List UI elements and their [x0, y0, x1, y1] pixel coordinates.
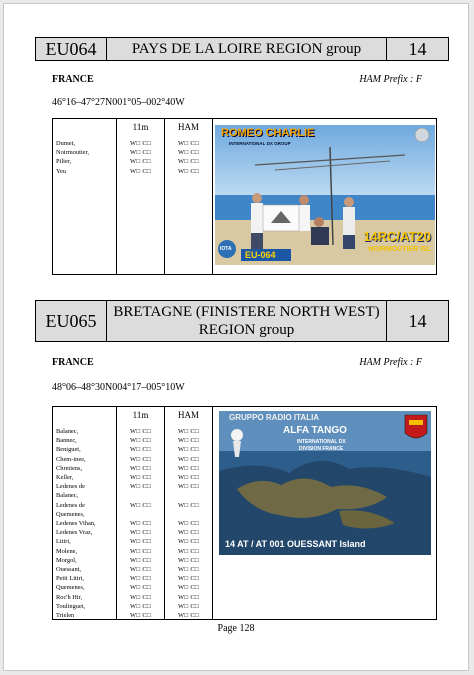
island-name: Balanec, [56, 428, 79, 435]
group-number: 14 [408, 310, 427, 331]
checkbox-marks[interactable]: W□ C□ [177, 612, 200, 620]
checkbox-marks[interactable]: W□ C□ [129, 149, 152, 157]
checkbox-marks[interactable]: W□ C□ [177, 538, 200, 546]
island-name: Keller, [56, 474, 74, 482]
checkbox-marks[interactable]: W□ C□ [177, 584, 200, 592]
qsl-subtitle-2: INTERNATIONAL DX [297, 439, 346, 445]
column-ham [165, 407, 213, 619]
island-list [56, 427, 115, 620]
checkbox-marks[interactable]: W□ C□ [177, 437, 200, 445]
checkbox-marks[interactable]: W□ C□ [177, 575, 200, 583]
island-table-eu064 [52, 118, 437, 275]
island-name: Beniguet, [56, 446, 81, 454]
checkbox-marks[interactable]: W□ C□ [129, 538, 152, 546]
coordinates: 46°16–47°27N001°05–002°40W [52, 97, 185, 108]
checkbox-marks[interactable]: W□ C□ [129, 483, 152, 491]
checkbox-marks[interactable]: W□ C□ [177, 483, 200, 491]
checkbox-marks[interactable]: W□ C□ [129, 446, 152, 454]
island-name: Noirmoutier, [56, 149, 89, 157]
checkbox-marks[interactable]: W□ C□ [129, 612, 152, 620]
qsl-callsign: 14 AT / AT 001 OUESSANT Island [225, 539, 366, 549]
iota-reference: EU065 [36, 301, 107, 341]
checkbox-marks[interactable]: W□ C□ [177, 428, 200, 435]
island-name-column [53, 119, 117, 274]
qsl-card-image [215, 125, 435, 265]
qsl-callsign: 14RC/AT20 [363, 229, 431, 244]
island-name: Trielen [56, 612, 75, 620]
checkbox-marks [117, 510, 164, 519]
checkbox-marks[interactable]: W□ C□ [129, 455, 152, 463]
page-number: Page 128 [217, 623, 255, 634]
column-11m [117, 407, 165, 619]
checkbox-marks[interactable]: W□ C□ [129, 501, 152, 509]
qsl-card-image [219, 411, 431, 555]
iota-reference: EU064 [36, 38, 107, 60]
coordinates: 48°06–48°30N004°17–005°10W [52, 382, 185, 393]
checkbox-marks[interactable]: W□ C□ [177, 474, 200, 482]
document-page [3, 3, 469, 671]
checkbox-marks[interactable]: W□ C□ [129, 158, 152, 166]
island-name: Petit Litiri, [56, 575, 85, 583]
checkbox-marks[interactable]: W□ C□ [129, 464, 152, 472]
island-name: Litiri, [56, 538, 71, 546]
island-name: Quemenes, [56, 510, 85, 518]
checkbox-marks[interactable]: W□ C□ [129, 428, 152, 435]
qsl-location: NOIRMOUTIER ISL [368, 246, 431, 253]
qsl-title: ROMEO CHARLIE [221, 127, 315, 139]
checkbox-marks[interactable]: W□ C□ [129, 575, 152, 583]
checkbox-marks[interactable]: W□ C□ [177, 501, 200, 509]
island-name: Quemenes, [56, 584, 85, 592]
island-name: Roc'h Hir, [56, 593, 83, 601]
checkbox-marks[interactable]: W□ C□ [177, 547, 200, 555]
island-name: Ledenes de [56, 501, 85, 509]
checkbox-marks[interactable]: W□ C□ [177, 593, 200, 601]
island-name: Pilier, [56, 158, 72, 166]
checkbox-marks[interactable]: W□ C□ [129, 474, 152, 482]
checkbox-marks[interactable]: W□ C□ [177, 140, 200, 147]
island-name: Toulinguet, [56, 602, 86, 610]
checkbox-marks[interactable]: W□ C□ [129, 437, 152, 445]
island-name: Morgol, [56, 556, 77, 564]
island-name: Ledenes Vihan, [56, 520, 96, 528]
section-header-eu065 [35, 300, 449, 342]
checkbox-marks[interactable]: W□ C□ [177, 455, 200, 463]
checkbox-marks[interactable]: W□ C□ [177, 520, 200, 527]
country-label: FRANCE [52, 357, 94, 368]
column-11m [117, 119, 165, 274]
checkbox-marks [165, 510, 212, 519]
checkbox-marks[interactable]: W□ C□ [129, 602, 152, 610]
island-table-eu065 [52, 406, 437, 620]
island-name: Balanec, [56, 492, 79, 500]
checkbox-marks[interactable]: W□ C□ [177, 566, 200, 574]
column-header-11m: 11m [132, 122, 149, 132]
checkbox-marks[interactable]: W□ C□ [177, 602, 200, 610]
checkbox-marks [165, 491, 212, 500]
column-header-11m: 11m [132, 410, 149, 420]
group-name: BRETAGNE (FINISTERE NORTH WEST) REGION group [107, 301, 387, 341]
island-name: Dumet, [56, 140, 75, 147]
island-name: Ouessant, [56, 566, 82, 574]
qsl-subtitle-3: DIVISION FRANCE [299, 446, 344, 452]
iota-logo-icon: IOTA [220, 246, 232, 252]
checkbox-marks[interactable]: W□ C□ [129, 140, 152, 147]
checkbox-marks[interactable]: W□ C□ [129, 529, 152, 537]
island-name: Chretiens, [56, 464, 83, 472]
qsl-reference: EU-064 [245, 250, 276, 260]
group-number: 14 [408, 38, 427, 59]
checkbox-marks[interactable]: W□ C□ [177, 167, 200, 175]
column-header-ham: HAM [177, 410, 199, 420]
island-name-column [53, 407, 117, 619]
checkbox-marks[interactable]: W□ C□ [177, 464, 200, 472]
qsl-beach-photo [215, 125, 435, 265]
checkbox-marks[interactable]: W□ C□ [129, 584, 152, 592]
checkbox-marks [117, 491, 164, 500]
island-name: Yeu [56, 167, 67, 175]
checkbox-marks[interactable]: W□ C□ [177, 446, 200, 454]
island-list [56, 139, 115, 176]
checkbox-marks[interactable]: W□ C□ [129, 547, 152, 555]
qsl-subtitle: ALFA TANGO [283, 425, 347, 436]
checkbox-marks[interactable]: W□ C□ [129, 593, 152, 601]
island-name: Ledenes Vraz, [56, 529, 93, 537]
island-name: Molene, [56, 547, 78, 555]
ham-prefix: HAM Prefix : F [359, 74, 422, 85]
column-header-ham: HAM [177, 122, 199, 132]
checkbox-marks[interactable]: W□ C□ [129, 167, 152, 175]
checkbox-marks[interactable]: W□ C□ [177, 556, 200, 564]
qsl-title: GRUPPO RADIO ITALIA [229, 413, 320, 422]
qsl-subtitle: INTERNATIONAL DX GROUP [229, 141, 291, 146]
ham-prefix: HAM Prefix : F [359, 357, 422, 368]
island-name: Bannec, [56, 437, 77, 445]
checkbox-marks[interactable]: W□ C□ [129, 520, 152, 527]
island-name: Chem-inee, [56, 455, 86, 463]
checkbox-marks[interactable]: W□ C□ [177, 149, 200, 157]
checkbox-marks[interactable]: W□ C□ [129, 566, 152, 574]
section-header-eu064 [35, 37, 449, 61]
island-name: Ledenes de [56, 483, 85, 491]
country-label: FRANCE [52, 74, 94, 85]
column-ham [165, 119, 213, 274]
checkbox-marks[interactable]: W□ C□ [177, 529, 200, 537]
qsl-card-column [213, 407, 436, 619]
qsl-card-column [213, 119, 436, 274]
checkbox-marks[interactable]: W□ C□ [177, 158, 200, 166]
checkbox-marks[interactable]: W□ C□ [129, 556, 152, 564]
group-name: PAYS DE LA LOIRE REGION group [107, 38, 387, 60]
